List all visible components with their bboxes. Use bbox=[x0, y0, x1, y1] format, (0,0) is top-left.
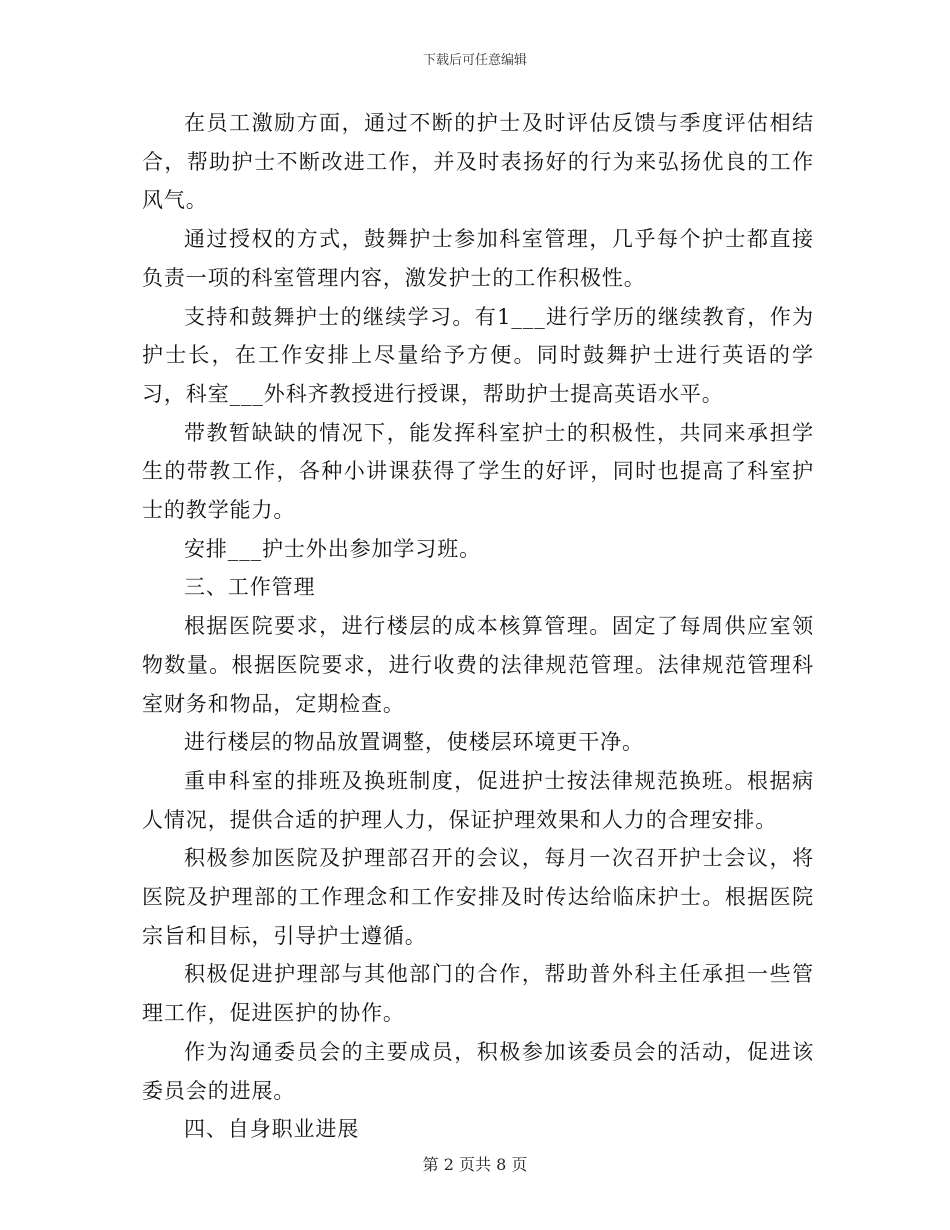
paragraph-continuing-education: 支持和鼓舞护士的继续学习。有1___进行学历的继续教育，作为护士长，在工作安排上尽量给予方便。同时鼓舞护士进行英语的学习，科室___外科齐教授进行授课，帮助护士提高英语水平。 bbox=[142, 304, 814, 406]
paragraph-floor-arrangement: 进行楼层的物品放置调整，使楼层环境更干净。 bbox=[184, 730, 644, 755]
paragraph-scheduling: 重申科室的排班及换班制度，促进护士按法律规范换班。根据病人情况，提供合适的护理人力，保证护理效果和人力的合理安排。 bbox=[142, 768, 814, 832]
paragraph-teaching: 带教暂缺缺的情况下，能发挥科室护士的积极性，共同来承担学生的带教工作，各种小讲课获得了学生的好评，同时也提高了科室护士的教学能力。 bbox=[142, 420, 814, 523]
paragraph-training-class: 安排___护士外出参加学习班。 bbox=[184, 536, 481, 561]
page-number: 第 2 页共 8 页 bbox=[422, 1155, 528, 1174]
section-heading-work-management: 三、工作管理 bbox=[184, 575, 316, 600]
paragraph-cooperation: 积极促进护理部与其他部门的合作，帮助普外科主任承担一些管理工作，促进医护的协作。 bbox=[142, 962, 814, 1026]
paragraph-cost-accounting: 根据医院要求，进行楼层的成本核算管理。固定了每周供应室领物数量。根据医院要求，进行收费的法律规范管理。法律规范管理科室财务和物品，定期检查。 bbox=[142, 614, 814, 716]
paragraph-authorization: 通过授权的方式，鼓舞护士参加科室管理，几乎每个护士都直接负责一项的科室管理内容，激发护士的工作积极性。 bbox=[142, 227, 814, 290]
paragraph-staff-incentive: 在员工激励方面，通过不断的护士及时评估反馈与季度评估相结合，帮助护士不断改进工作，并及时表扬好的行为来弘扬优良的工作风气。 bbox=[142, 111, 814, 213]
paragraph-meetings: 积极参加医院及护理部召开的会议，每月一次召开护士会议，将医院及护理部的工作理念和工作安排及时传达给临床护士。根据医院宗旨和目标，引导护士遵循。 bbox=[142, 846, 814, 948]
paragraph-committee: 作为沟通委员会的主要成员，积极参加该委员会的活动，促进该委员会的进展。 bbox=[142, 1039, 814, 1103]
document-body bbox=[142, 104, 814, 1149]
section-heading-career-development: 四、自身职业进展 bbox=[184, 1117, 360, 1142]
page-header: 下载后可任意编辑 bbox=[422, 53, 527, 68]
